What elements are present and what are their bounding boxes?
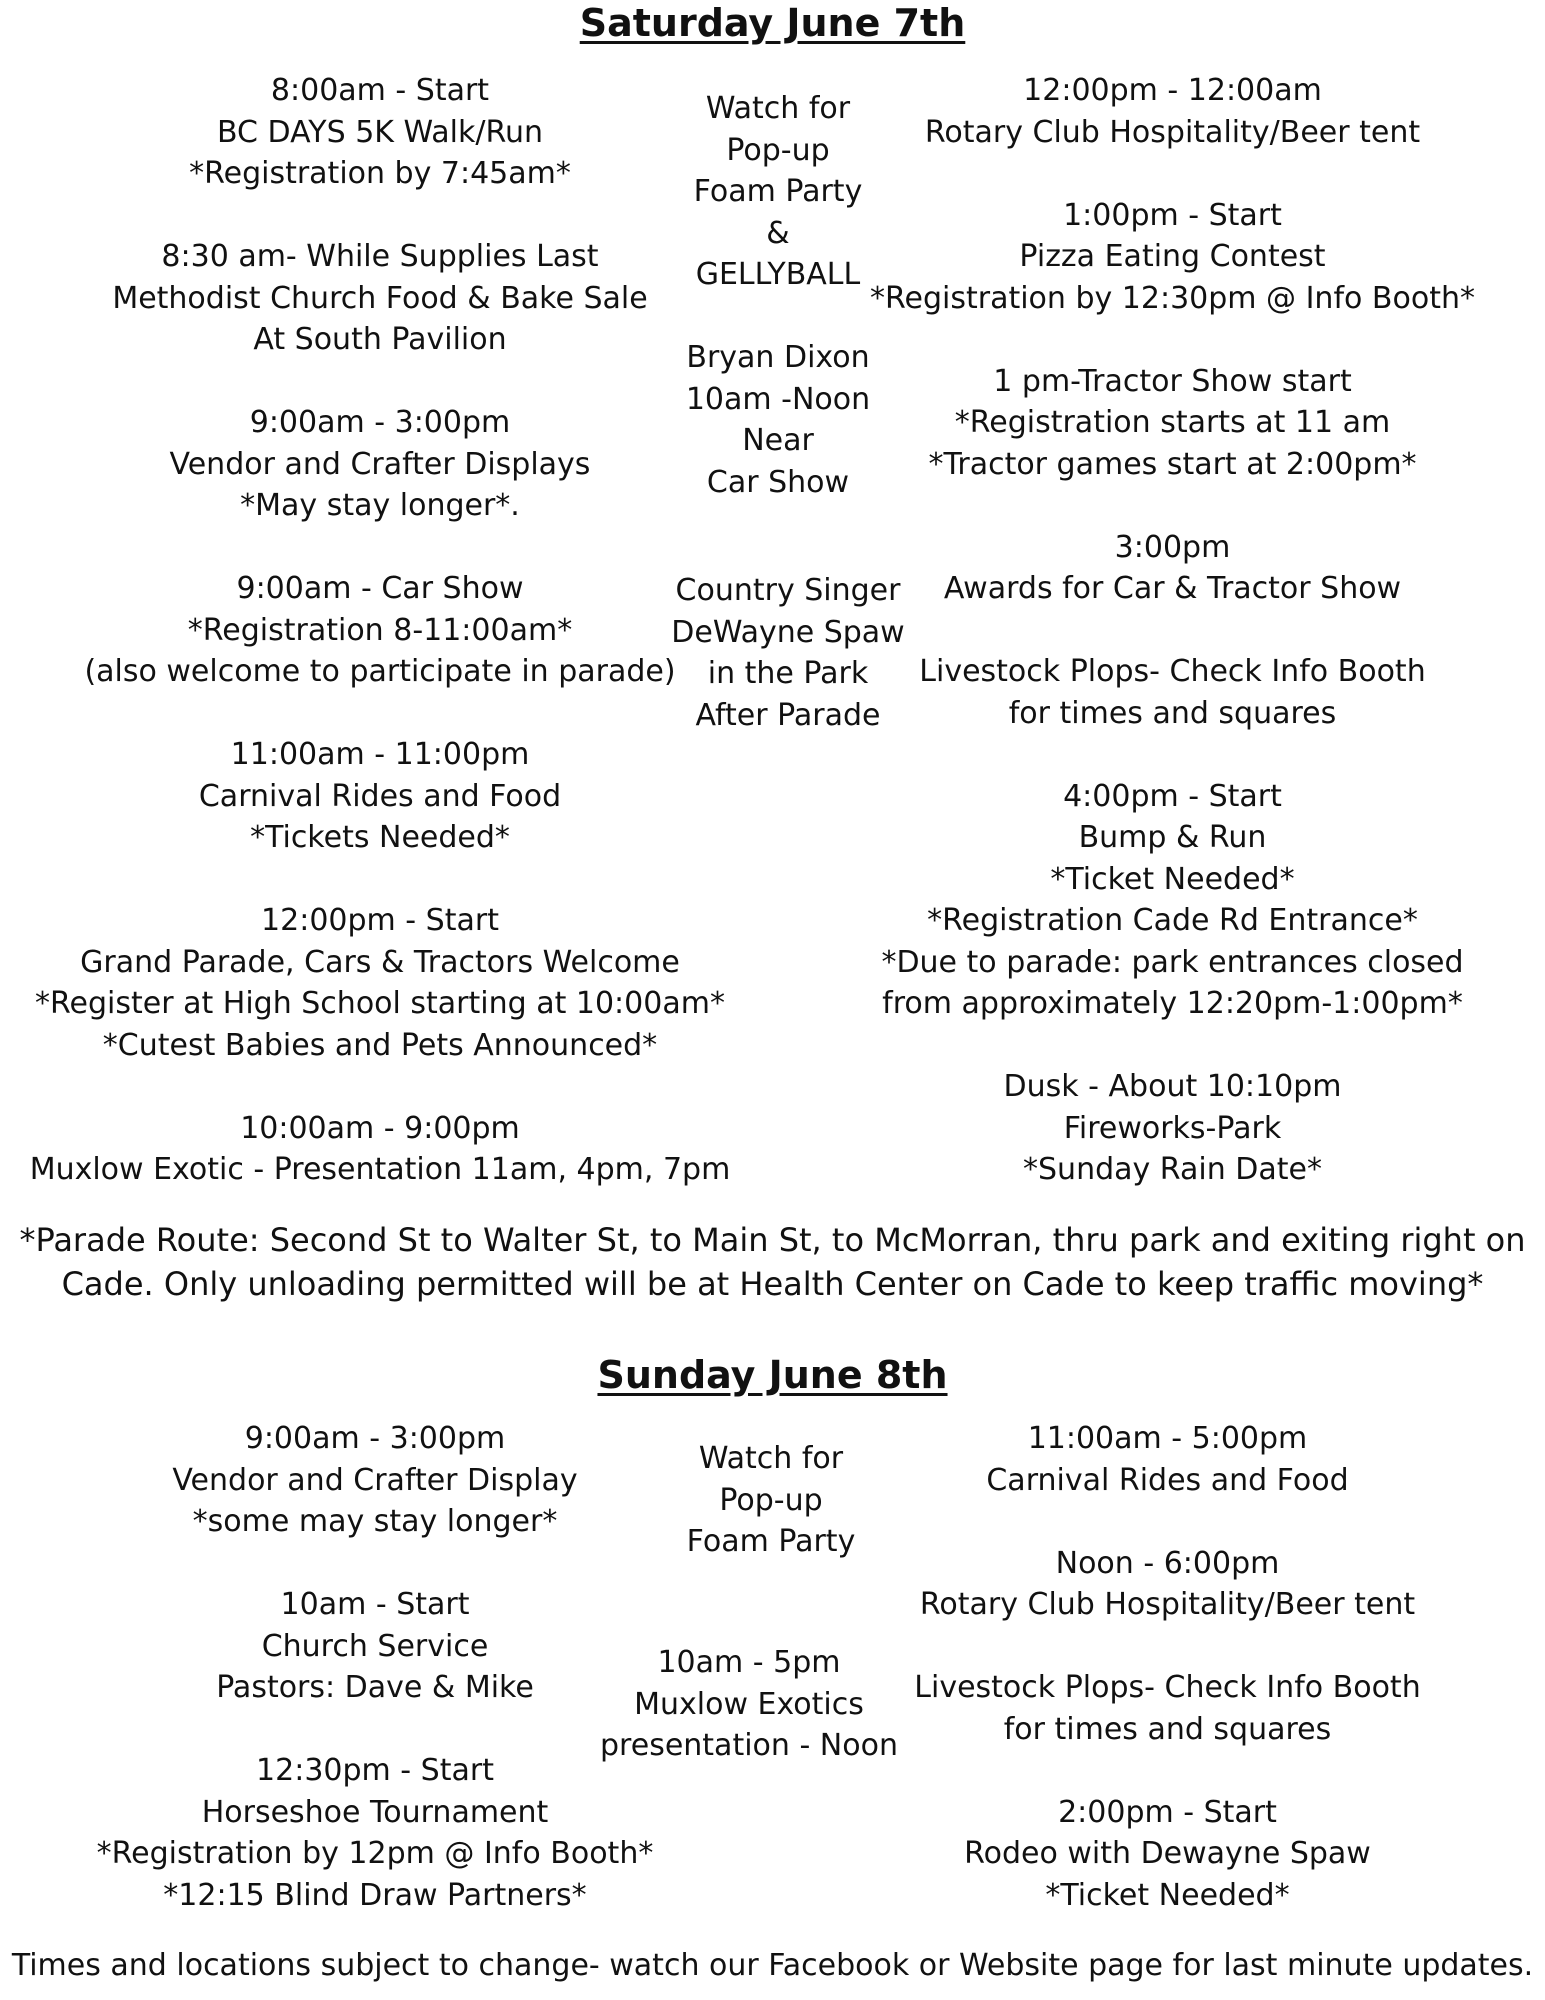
schedule-event-line: 9:00am - Car Show — [236, 571, 524, 606]
schedule-event-line: *May stay longer*. — [240, 488, 520, 523]
schedule-event-line: (also welcome to participate in parade) — [84, 654, 676, 689]
schedule-event-line: Car Show — [706, 464, 850, 500]
saturday-title: Saturday June 7th — [579, 1, 966, 45]
schedule-event-line: Pastors: Dave & Mike — [216, 1670, 534, 1705]
schedule-event-line: Livestock Plops- Check Info Booth — [914, 1670, 1421, 1705]
schedule-event-line: 8:30 am- While Supplies Last — [161, 239, 599, 274]
schedule-event-line: *Registration 8-11:00am* — [187, 612, 573, 648]
schedule-event-line: 10am - Start — [280, 1587, 470, 1622]
schedule-event-line: Rodeo with Dewayne Spaw — [964, 1836, 1371, 1871]
schedule-event-line: Church Service — [261, 1628, 489, 1664]
schedule-event-line: *12:15 Blind Draw Partners* — [163, 1877, 587, 1913]
schedule-event — [20, 402, 740, 527]
schedule-event-line: *Registration by 12:30pm @ Info Booth* — [870, 280, 1475, 316]
sunday-right-column — [840, 1418, 1495, 1916]
schedule-event-line: Carnival Rides and Food — [986, 1462, 1349, 1498]
parade-note-line: *Parade Route: Second St to Walter St, to Main St, to McMorran, thru park and exiting right on — [19, 1221, 1526, 1259]
schedule-event-line: Vendor and Crafter Displays — [169, 446, 591, 482]
schedule-event-line: Horseshoe Tournament — [201, 1794, 549, 1830]
schedule-event-line: At South Pavilion — [253, 322, 507, 357]
saturday-right-column — [840, 70, 1505, 1191]
schedule-event-line: *Due to parade: park entrances closed — [881, 944, 1464, 980]
schedule-event-line: from approximately 12:20pm-1:00pm* — [882, 986, 1463, 1021]
schedule-event-line: Bump & Run — [1078, 820, 1267, 855]
schedule-event — [840, 195, 1505, 320]
sunday-title: Sunday June 8th — [597, 1353, 948, 1397]
schedule-event-line: in the Park — [707, 656, 869, 691]
schedule-event-line: *Registration by 12pm @ Info Booth* — [96, 1836, 654, 1871]
schedule-event-line: *Tickets Needed* — [250, 820, 510, 855]
schedule-event-line: *Cutest Babies and Pets Announced* — [102, 1027, 658, 1063]
schedule-event-line: Rotary Club Hospitality/Beer tent — [924, 114, 1421, 150]
schedule-event — [840, 651, 1505, 734]
schedule-event-line: Noon - 6:00pm — [1055, 1545, 1280, 1581]
schedule-event — [20, 900, 740, 1066]
schedule-event — [840, 1667, 1495, 1750]
schedule-event-line: 1:00pm - Start — [1063, 197, 1282, 233]
schedule-event-line: 8:00am - Start — [270, 73, 490, 108]
schedule-event — [840, 70, 1505, 153]
schedule-event-line: for times and squares — [1008, 695, 1337, 731]
schedule-event-line: Muxlow Exotic - Presentation 11am, 4pm, 7pm — [29, 1152, 731, 1187]
schedule-event-line: Pop-up — [719, 1482, 823, 1518]
schedule-event-line: Livestock Plops- Check Info Booth — [919, 654, 1426, 689]
schedule-event-line: *Registration by 7:45am* — [189, 156, 571, 191]
schedule-event-line: 4:00pm - Start — [1063, 778, 1282, 814]
schedule-event-line: 9:00am - 3:00pm — [244, 1421, 506, 1456]
saturday-left-column — [20, 70, 740, 1191]
schedule-event-line: BC DAYS 5K Walk/Run — [217, 114, 543, 150]
schedule-event — [20, 70, 740, 195]
schedule-event-line: *Register at High School starting at 10:00am* — [35, 986, 725, 1021]
schedule-event-line: *Tractor games start at 2:00pm* — [928, 446, 1417, 482]
schedule-event-line: *Sunday Rain Date* — [1023, 1152, 1322, 1187]
schedule-event-line: DeWayne Spaw — [671, 614, 905, 650]
schedule-event-line: Pop-up — [726, 132, 830, 168]
schedule-event-line: *some may stay longer* — [192, 1504, 558, 1539]
schedule-event — [840, 1543, 1495, 1626]
schedule-event-line: Vendor and Crafter Display — [172, 1462, 578, 1498]
schedule-event-line: Methodist Church Food & Bake Sale — [112, 280, 648, 316]
schedule-event-line: 1 pm-Tractor Show start — [993, 363, 1352, 399]
schedule-event-line: 10am - 5pm — [657, 1645, 841, 1680]
schedule-event-line: Pizza Eating Contest — [1019, 239, 1326, 274]
schedule-event — [20, 568, 740, 693]
schedule-event-line: Rotary Club Hospitality/Beer tent — [919, 1587, 1416, 1622]
schedule-event-line: *Registration starts at 11 am — [954, 405, 1391, 440]
schedule-event-line: 12:00pm - 12:00am — [1023, 73, 1322, 108]
schedule-event-line: 9:00am - 3:00pm — [249, 405, 511, 440]
schedule-event — [20, 1750, 730, 1916]
schedule-event-line: 10am -Noon — [685, 381, 871, 417]
schedule-event — [840, 1418, 1495, 1501]
schedule-event — [840, 361, 1505, 486]
schedule-event-line: 12:30pm - Start — [256, 1753, 494, 1788]
schedule-event-line: Awards for Car & Tractor Show — [943, 571, 1402, 606]
schedule-event-line: *Registration Cade Rd Entrance* — [927, 903, 1418, 938]
schedule-event-line: Dusk - About 10:10pm — [1003, 1069, 1342, 1104]
schedule-event-line: Foam Party — [686, 1524, 856, 1559]
schedule-event-line: Grand Parade, Cars & Tractors Welcome — [80, 944, 680, 980]
schedule-event-line: for times and squares — [1003, 1711, 1332, 1747]
schedule-event-line: Fireworks-Park — [1063, 1110, 1282, 1146]
schedule-event-line: GELLYBALL — [695, 257, 861, 292]
schedule-event-line: Watch for — [698, 1441, 844, 1476]
schedule-event-line: 11:00am - 5:00pm — [1027, 1421, 1308, 1456]
schedule-event-line: 3:00pm — [1114, 529, 1231, 565]
parade-note-line: Cade. Only unloading permitted will be at Health Center on Cade to keep traffic moving* — [61, 1265, 1484, 1303]
schedule-event-line: & — [766, 215, 790, 251]
schedule-event-line: Bryan Dixon — [686, 340, 870, 375]
schedule-event-line: 10:00am - 9:00pm — [240, 1110, 520, 1146]
schedule-event-line: Foam Party — [693, 174, 863, 209]
schedule-event-line: Carnival Rides and Food — [198, 778, 562, 814]
schedule-event — [840, 776, 1505, 1025]
schedule-event — [20, 236, 740, 361]
schedule-event — [20, 1418, 730, 1543]
schedule-event-line: Watch for — [705, 91, 851, 126]
schedule-event-line: presentation - Noon — [600, 1728, 898, 1763]
schedule-event — [20, 1108, 740, 1191]
schedule-event-line: Muxlow Exotics — [634, 1686, 864, 1722]
schedule-event — [840, 1066, 1505, 1191]
schedule-event — [20, 734, 740, 859]
schedule-event-line: *Ticket Needed* — [1045, 1877, 1290, 1913]
schedule-event-line: 12:00pm - Start — [261, 903, 499, 938]
schedule-event — [840, 1792, 1495, 1917]
schedule-event-line: Near — [742, 423, 814, 458]
schedule-event-line: 2:00pm - Start — [1058, 1794, 1277, 1830]
schedule-event — [840, 527, 1505, 610]
parade-route-note — [0, 1218, 1545, 1306]
footer-disclaimer: Times and locations subject to change- watch our Facebook or Website page for last minute updates. — [11, 1948, 1534, 1983]
schedule-event-line: After Parade — [695, 697, 881, 733]
schedule-event-line: 11:00am - 11:00pm — [230, 737, 530, 772]
schedule-event-line: *Ticket Needed* — [1050, 861, 1295, 897]
schedule-event-line: Country Singer — [675, 573, 901, 608]
